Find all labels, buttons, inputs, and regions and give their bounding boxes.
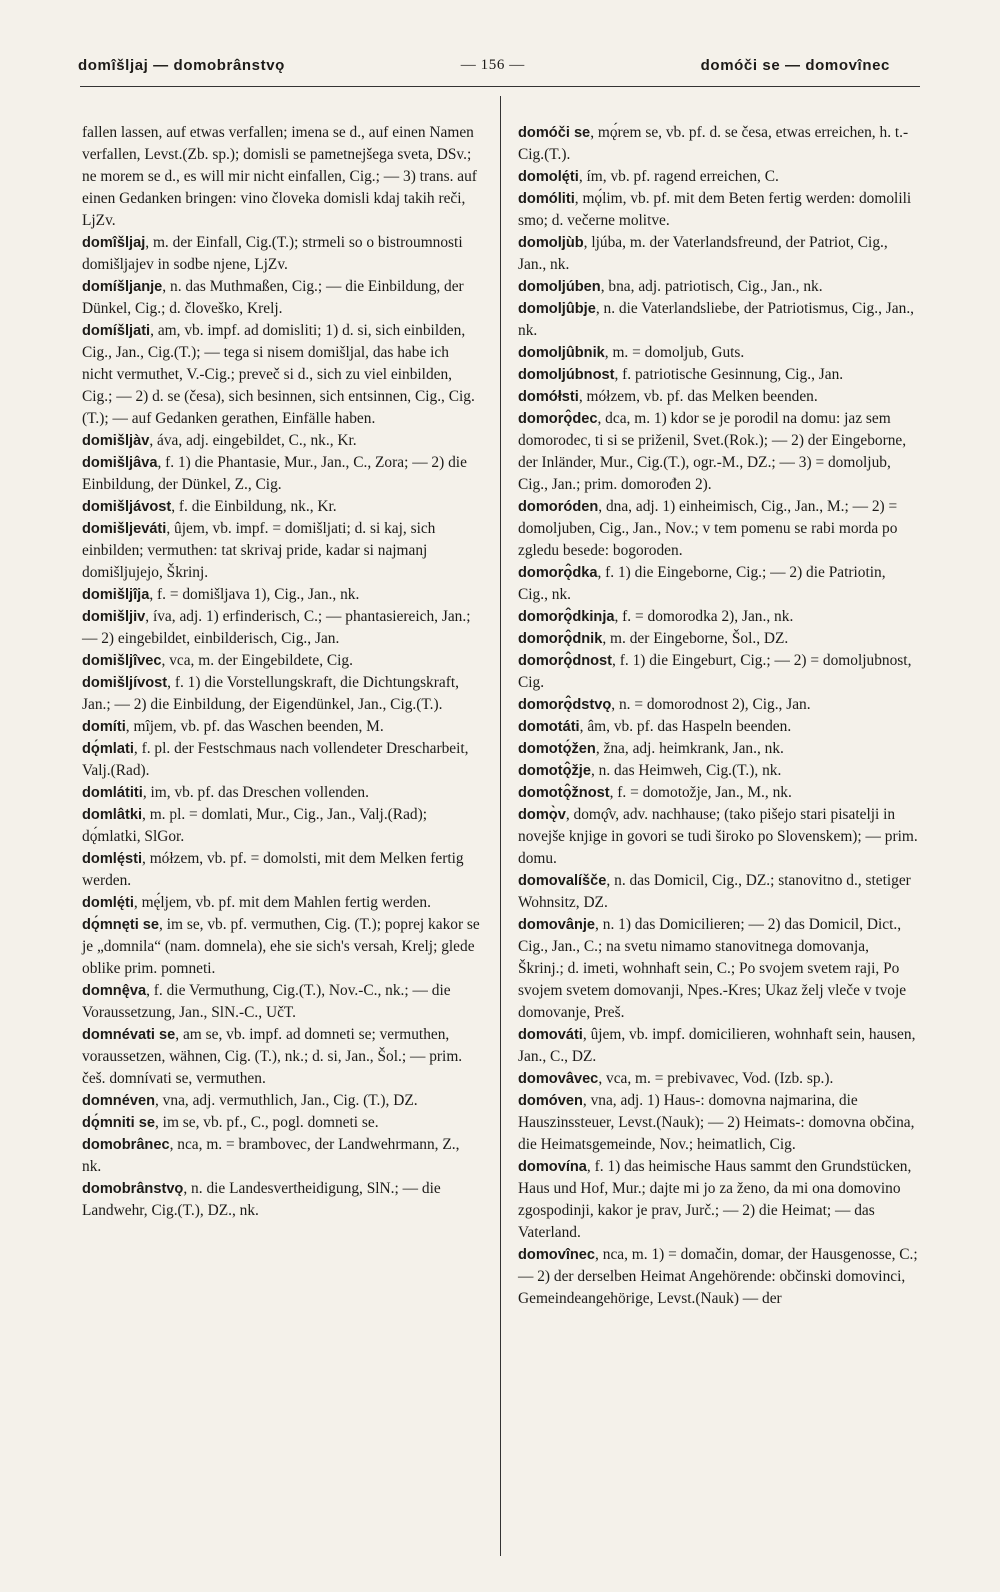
entry-definition: , f. 1) die Phantasie, Mur., Jan., C., Zora; — 2) die Einbildung, der Dünkel, Z., Cig. [82, 454, 467, 493]
entry-definition: , nca, m. = brambovec, der Landwehrmann, Z., nk. [82, 1136, 460, 1175]
dictionary-entry [82, 782, 482, 804]
entry-headword: domlátiti [82, 785, 143, 801]
entry-definition: , ljúba, m. der Vaterlandsfreund, der Patriot, Cig., Jan., nk. [518, 234, 888, 273]
dictionary-entry [82, 584, 482, 606]
entry-headword: domíti [82, 719, 126, 735]
dictionary-entry [82, 650, 482, 672]
entry-headword: domovína [518, 1159, 587, 1175]
entry-definition: , f. die Vermuthung, Cig.(T.), Nov.-C., nk.; — die Voraussetzung, Jan., SlN.-C., UčT. [82, 982, 451, 1021]
entry-definition: , am, vb. impf. ad domisliti; 1) d. si, sich einbilden, Cig., Jan., Cig.(T.); — tega si nisem domišljal, das habe ich nicht vermuthet, V.-Cig.; preveč si d., sich zu viel einbilden, Cig.; — 2) d. se (česa), sich besinnen, sich entsinnen, Cig., Cig.(T.); — auf Gedanken gerathen, Einfälle haben. [82, 322, 475, 427]
entry-headword: domišljiv [82, 609, 146, 625]
dictionary-entry [82, 606, 482, 650]
entry-headword: domíšljanje [82, 279, 163, 295]
entry-headword: domorǫ̂dnost [518, 653, 613, 669]
entry-headword: domóči se [518, 125, 591, 141]
entry-headword: domoljûbnik [518, 345, 605, 361]
dictionary-entry [82, 716, 482, 738]
dictionary-entry [82, 452, 482, 496]
entry-headword: domotǫ̂žnost [518, 785, 610, 801]
entry-headword: domišljívost [82, 675, 168, 691]
dictionary-entry [518, 386, 918, 408]
dictionary-entry [518, 342, 918, 364]
dictionary-entry [518, 606, 918, 628]
dictionary-entry [82, 122, 482, 232]
entry-definition: , m. pl. = domlati, Mur., Cig., Jan., Valj.(Rad); dǫ́mlatki, SlGor. [82, 806, 428, 845]
entry-definition: , nca, m. 1) = domačin, domar, der Hausgenosse, C.; — 2) der derselben Heimat Angehörende: občinski domovinci, Gemeindeangehörige, Levst.(Nauk) — der [518, 1246, 918, 1307]
entry-headword: domorǫ̂dka [518, 565, 598, 581]
entry-headword: domoróden [518, 499, 599, 515]
column-divider [500, 96, 501, 1556]
header-right-guideword: domóči se — domovînec [700, 56, 890, 74]
entry-definition: , mółzem, vb. pf. das Melken beenden. [578, 388, 818, 405]
entry-definition: , f. 1) die Eingeburt, Cig.; — 2) = domoljubnost, Cig. [518, 652, 912, 691]
dictionary-entry [518, 738, 918, 760]
entry-headword: domoljúben [518, 279, 601, 295]
entry-definition: , f. patriotische Gesinnung, Cig., Jan. [614, 366, 844, 383]
entry-headword: domišljîja [82, 587, 150, 603]
entry-definition: , f. 1) die Vorstellungskraft, die Dichtungskraft, Jan.; — 2) die Einbildung, der Eigendünkel, Jan., Cig.(T.). [82, 674, 459, 713]
dictionary-entry [518, 760, 918, 782]
dictionary-entry [82, 1024, 482, 1090]
entry-definition: , im se, vb. pf. vermuthen, Cig. (T.); poprej kakor se je „domnila“ (nam. domnela), ehe sie sich's versah, Krelj; glede oblike prim. pomneti. [82, 916, 480, 977]
dictionary-entry [82, 804, 482, 848]
entry-definition: , dna, adj. 1) einheimisch, Cig., Jan., M.; — 2) = domoljuben, Cig., Jan., Nov.; v tem pomenu se rabi morda po zgledu besede: bogoroden. [518, 498, 898, 559]
entry-headword: domlâtki [82, 807, 143, 823]
dictionary-entry [518, 1244, 918, 1310]
entry-definition: , dca, m. 1) kdor se je porodil na domu: jaz sem domorodec, ti si se priženil, Svet.(Rok.); — 2) der Eingeborne, der Inländer, Mur., Cig.(T.), ogr.-M., DZ.; — 3) = domoljub, Cig., Jan.; prim. domorođen 2). [518, 410, 907, 493]
dictionary-entry [518, 914, 918, 1024]
entry-definition: fallen lassen, auf etwas verfallen; imena se d., auf einen Namen verfallen, Levst.(Zb. sp.); domisli se pametnejšega sveta, DSv.; ne morem se d., es will mir nicht einfallen, Cig.; — 3) trans. auf einen Gedanken bringen: vino človeka domisli kdaj takih reči, LjZv. [82, 124, 477, 229]
entry-headword: domóven [518, 1093, 583, 1109]
entry-headword: domlę́sti [82, 851, 143, 867]
entry-definition: , mę́ljem, vb. pf. mit dem Mahlen fertig werden. [133, 894, 431, 911]
header-left-guideword: domîšljaj — domobrânstvǫ [78, 56, 285, 74]
dictionary-entry [82, 1134, 482, 1178]
entry-definition: , n. = domorodnost 2), Cig., Jan. [611, 696, 811, 713]
dictionary-entry [518, 166, 918, 188]
entry-headword: domnévati se [82, 1027, 176, 1043]
dictionary-entry [518, 232, 918, 276]
page-number: — 156 — [460, 56, 525, 73]
entry-headword: domovâvec [518, 1071, 599, 1087]
dictionary-entry [82, 1112, 482, 1134]
dictionary-entry [518, 650, 918, 694]
entry-headword: domnę̂va [82, 983, 147, 999]
entry-definition: , n. das Domicil, Cig., DZ.; stanovitno d., stetiger Wohnsitz, DZ. [518, 872, 911, 911]
dictionary-entry [518, 276, 918, 298]
entry-definition: , domǫ̂v, adv. nachhause; (tako pišejo stari pisatelji in novejše knjige in govori se tudi široko po Slovenskem); — prim. domu. [518, 806, 918, 867]
entry-headword: domlę́ti [82, 895, 134, 911]
dictionary-entry [518, 870, 918, 914]
entry-definition: , m. der Eingeborne, Šol., DZ. [602, 630, 789, 647]
running-header [78, 50, 890, 80]
entry-definition: , mîjem, vb. pf. das Waschen beenden, M. [125, 718, 384, 735]
entry-definition: , íva, adj. 1) erfinderisch, C.; — phantasiereich, Jan.; — 2) eingebildet, einbilderisch, Cig., Jan. [82, 608, 471, 647]
entry-definition: , n. 1) das Domicilieren; — 2) das Domicil, Dict., Cig., Jan., C.; na svetu nimamo stanovitnega domovanja, Škrinj.; d. imeti, wohnhaft sein, C.; Po svojem svetem raji, Po svojem svetem domovanji, Npes.-Kres; Ukaz želj vleče v tvoje domovanje, Preš. [518, 916, 907, 1021]
left-column [82, 122, 482, 1222]
entry-headword: domovânje [518, 917, 596, 933]
entry-headword: domorǫ̂dstvǫ [518, 697, 612, 713]
entry-definition: , f. 1) das heimische Haus sammt den Grundstücken, Haus und Hof, Mur.; dajte mi jo za ženo, da mi ona domovino zgospodinji, kakor je prav, Jurč.; — 2) die Heimat; — das Vaterland. [518, 1158, 912, 1241]
dictionary-entry [82, 430, 482, 452]
dictionary-entry [518, 1156, 918, 1244]
entry-headword: domotǫ̂žje [518, 763, 591, 779]
entry-headword: domorǫ̂dec [518, 411, 598, 427]
dictionary-entry [82, 1090, 482, 1112]
entry-definition: , n. das Heimweh, Cig.(T.), nk. [590, 762, 782, 779]
header-rule [80, 86, 920, 87]
entry-headword: domolę́ti [518, 169, 579, 185]
entry-headword: domišljâva [82, 455, 158, 471]
dictionary-entry [518, 298, 918, 342]
entry-definition: , vca, m. der Eingebildete, Cig. [161, 652, 353, 669]
dictionary-entry [518, 1024, 918, 1068]
entry-definition: , f. = domišljava 1), Cig., Jan., nk. [149, 586, 360, 603]
entry-headword: domoljùb [518, 235, 584, 251]
entry-headword: domóliti [518, 191, 575, 207]
entry-headword: domotáti [518, 719, 580, 735]
dictionary-entry [518, 408, 918, 496]
entry-definition: , ûjem, vb. impf. = domišljati; d. si kaj, sich einbilden; vermuthen: tat skrivaj pride, kadar si najmanj domišljujejo, Škrinj. [82, 520, 436, 581]
dictionary-entry [518, 122, 918, 166]
dictionary-entry [518, 496, 918, 562]
entry-definition: , ûjem, vb. impf. domicilieren, wohnhaft sein, hausen, Jan., C., DZ. [518, 1026, 916, 1065]
entry-definition: , im, vb. pf. das Dreschen vollenden. [142, 784, 369, 801]
entry-definition: , m. = domoljub, Guts. [604, 344, 745, 361]
entry-headword: domorǫ̂dnik [518, 631, 603, 647]
right-column [518, 122, 918, 1310]
dictionary-entry [82, 496, 482, 518]
entry-definition: , f. pl. der Festschmaus nach vollendeter Drescharbeit, Valj.(Rad). [82, 740, 469, 779]
dictionary-entry [518, 694, 918, 716]
entry-headword: domovînec [518, 1247, 596, 1263]
entry-headword: domoljûbje [518, 301, 596, 317]
entry-headword: domovalíšče [518, 873, 607, 889]
dictionary-entry [518, 716, 918, 738]
entry-headword: domorǫ̂dkinja [518, 609, 615, 625]
dictionary-entry [82, 892, 482, 914]
entry-headword: dǫ́mlati [82, 741, 134, 757]
entry-headword: domobrânstvǫ [82, 1181, 184, 1197]
entry-definition: , f. 1) die Eingeborne, Cig.; — 2) die Patriotin, Cig., nk. [518, 564, 886, 603]
dictionary-entry [518, 188, 918, 232]
entry-headword: domîšljaj [82, 235, 146, 251]
dictionary-entry [82, 232, 482, 276]
dictionary-entry [82, 1178, 482, 1222]
dictionary-entry [82, 980, 482, 1024]
entry-definition: , f. = domorodka 2), Jan., nk. [614, 608, 794, 625]
dictionary-entry [518, 562, 918, 606]
entry-definition: , áva, adj. eingebildet, C., nk., Kr. [149, 432, 357, 449]
entry-headword: dǫ́mniti se [82, 1115, 155, 1131]
entry-headword: dǫ́mnęti se [82, 917, 160, 933]
entry-definition: , mǫ́rem se, vb. pf. d. se česa, etwas erreichen, h. t.-Cig.(T.). [518, 124, 909, 163]
entry-definition: , mǫ́lim, vb. pf. mit dem Beten fertig werden: domolili smo; d. večerne molitve. [518, 190, 912, 229]
entry-definition: , vna, adj. vermuthlich, Jan., Cig. (T.), DZ. [154, 1092, 418, 1109]
entry-headword: domnéven [82, 1093, 155, 1109]
dictionary-entry [518, 1068, 918, 1090]
entry-headword: domǫ̀v [518, 807, 566, 823]
dictionary-entry [518, 804, 918, 870]
dictionary-entry [518, 782, 918, 804]
entry-headword: domółsti [518, 389, 579, 405]
entry-headword: domíšljati [82, 323, 151, 339]
dictionary-entry [518, 1090, 918, 1156]
entry-definition: , âm, vb. pf. das Haspeln beenden. [579, 718, 792, 735]
entry-definition: , vna, adj. 1) Haus-: domovna najmarina, die Hauszinssteuer, Levst.(Nauk); — 2) Heimats-: domovna občina, die Heimatsgemeinde, Nov.; heimatlich, Cig. [518, 1092, 915, 1153]
entry-definition: , n. die Landesvertheidigung, SlN.; — die Landwehr, Cig.(T.), DZ., nk. [82, 1180, 441, 1219]
entry-definition: , ím, vb. pf. ragend erreichen, C. [578, 168, 779, 185]
entry-definition: , f. = domotožje, Jan., M., nk. [609, 784, 792, 801]
entry-definition: , vca, m. = prebivavec, Vod. (Izb. sp.). [598, 1070, 834, 1087]
entry-definition: , mółzem, vb. pf. = domolsti, mit dem Melken fertig werden. [82, 850, 464, 889]
entry-definition: , im se, vb. pf., C., pogl. domneti se. [154, 1114, 379, 1131]
dictionary-entry [82, 738, 482, 782]
entry-headword: domišljàv [82, 433, 150, 449]
entry-headword: domobrânec [82, 1137, 170, 1153]
entry-headword: domišljávost [82, 499, 172, 515]
entry-definition: , bna, adj. patriotisch, Cig., Jan., nk. [600, 278, 823, 295]
entry-definition: , n. das Muthmaßen, Cig.; — die Einbildung, der Dünkel, Cig.; d. človeško, Krelj. [82, 278, 464, 317]
entry-headword: domoljúbnost [518, 367, 615, 383]
dictionary-entry [518, 364, 918, 386]
entry-definition: , n. die Vaterlandsliebe, der Patriotismus, Cig., Jan., nk. [518, 300, 915, 339]
entry-definition: , m. der Einfall, Cig.(T.); strmeli so o bistroumnosti domišljajev in sodbe njene, LjZv. [82, 234, 463, 273]
entry-headword: domišljîvec [82, 653, 162, 669]
entry-headword: domováti [518, 1027, 583, 1043]
dictionary-entry [82, 320, 482, 430]
entry-definition: , f. die Einbildung, nk., Kr. [171, 498, 337, 515]
dictionary-entry [82, 914, 482, 980]
dictionary-entry [518, 628, 918, 650]
entry-definition: , žna, adj. heimkrank, Jan., nk. [595, 740, 784, 757]
dictionary-entry [82, 518, 482, 584]
dictionary-entry [82, 276, 482, 320]
entry-definition: , am se, vb. impf. ad domneti se; vermuthen, voraussetzen, wähnen, Cig. (T.), nk.; d. si, Jan., Šol.; — prim. češ. domnívati se, vermuthen. [82, 1026, 463, 1087]
dictionary-entry [82, 848, 482, 892]
entry-headword: domišljeváti [82, 521, 167, 537]
entry-headword: domotǫ́žen [518, 741, 596, 757]
dictionary-entry [82, 672, 482, 716]
